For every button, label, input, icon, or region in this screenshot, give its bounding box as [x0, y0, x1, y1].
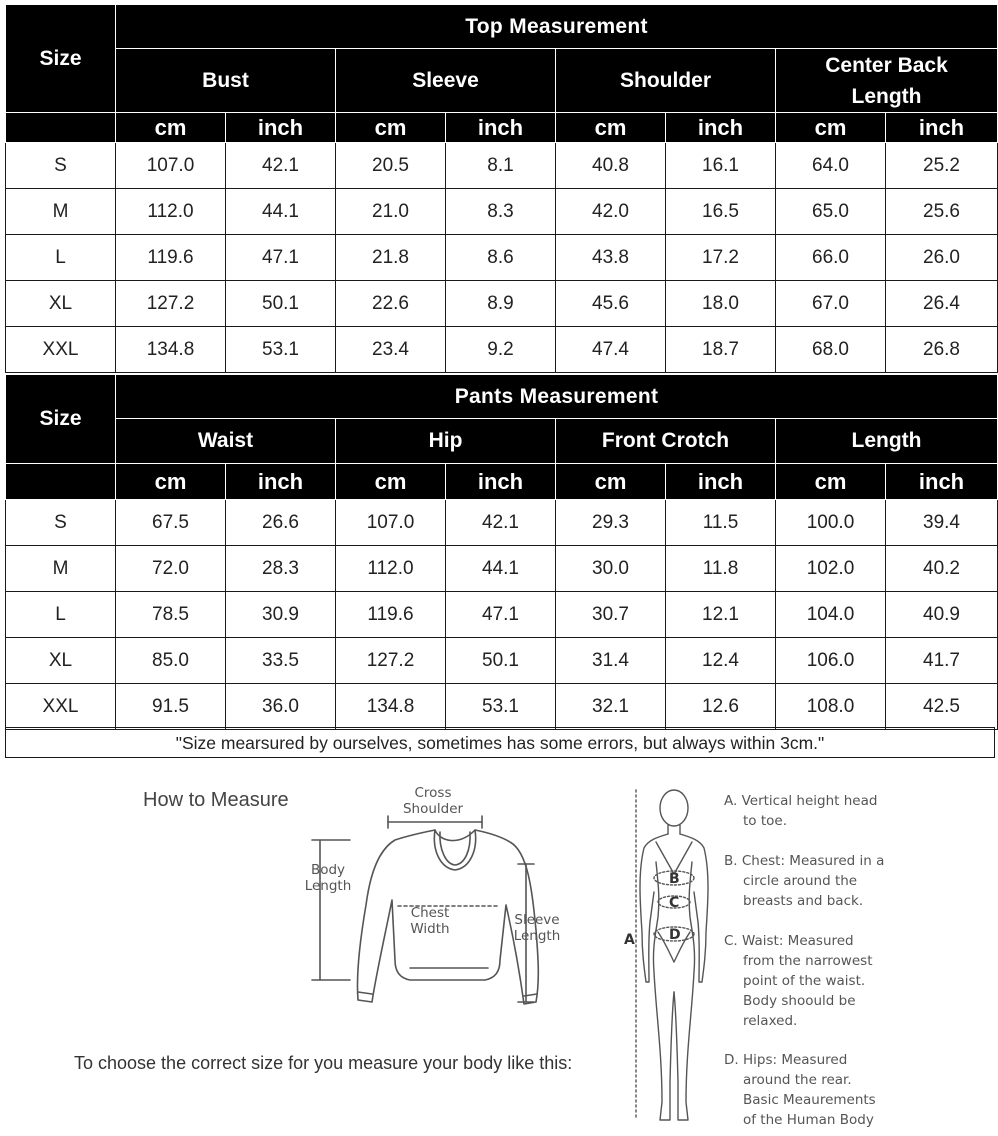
group-header-row	[6, 49, 998, 113]
marker-a: A	[624, 932, 635, 948]
value-cell: 26.8	[886, 327, 998, 373]
marker-b: B	[669, 871, 680, 887]
unit-header: cm	[116, 113, 226, 143]
value-cell: 108.0	[776, 684, 886, 730]
unit-header: inch	[226, 464, 336, 500]
group-header	[776, 49, 998, 113]
value-cell: 26.4	[886, 281, 998, 327]
value-cell: 112.0	[336, 546, 446, 592]
value-cell: 104.0	[776, 592, 886, 638]
unit-header: inch	[886, 464, 998, 500]
value-cell: 107.0	[116, 143, 226, 189]
value-cell: 45.6	[556, 281, 666, 327]
unit-header: cm	[336, 464, 446, 500]
value-cell: 21.0	[336, 189, 446, 235]
value-cell: 18.7	[666, 327, 776, 373]
table-row	[6, 684, 998, 730]
table-row	[6, 189, 998, 235]
value-cell: 26.6	[226, 500, 336, 546]
unit-header: cm	[336, 113, 446, 143]
unit-header: inch	[666, 113, 776, 143]
group-header-row	[6, 419, 998, 464]
value-cell: 23.4	[336, 327, 446, 373]
marker-d: D	[669, 927, 681, 943]
group-header	[556, 419, 776, 464]
value-cell: 12.6	[666, 684, 776, 730]
size-cell: XXL	[6, 684, 116, 730]
value-cell: 25.6	[886, 189, 998, 235]
group-header	[336, 419, 556, 464]
sleeve-length-label: Sleeve Length	[513, 912, 561, 944]
unit-header: inch	[666, 464, 776, 500]
choose-size-instruction: To choose the correct size for you measure your body like this:	[74, 1053, 573, 1073]
value-cell: 25.2	[886, 143, 998, 189]
table-row	[6, 281, 998, 327]
unit-header: cm	[776, 113, 886, 143]
group-header-line: Length	[851, 84, 922, 108]
value-cell: 119.6	[336, 592, 446, 638]
value-cell: 100.0	[776, 500, 886, 546]
unit-header: inch	[446, 113, 556, 143]
value-cell: 42.1	[446, 500, 556, 546]
value-cell: 67.0	[776, 281, 886, 327]
group-header-line: Center Back	[825, 53, 948, 77]
value-cell: 31.4	[556, 638, 666, 684]
value-cell: 8.9	[446, 281, 556, 327]
value-cell: 12.4	[666, 638, 776, 684]
value-cell: 16.1	[666, 143, 776, 189]
group-header-line: Waist	[197, 429, 254, 452]
value-cell: 33.5	[226, 638, 336, 684]
value-cell: 112.0	[116, 189, 226, 235]
marker-c: C	[669, 895, 680, 911]
value-cell: 20.5	[336, 143, 446, 189]
value-cell: 40.8	[556, 143, 666, 189]
value-cell: 119.6	[116, 235, 226, 281]
unit-header: inch	[226, 113, 336, 143]
value-cell: 40.2	[886, 546, 998, 592]
value-cell: 32.1	[556, 684, 666, 730]
value-cell: 85.0	[116, 638, 226, 684]
value-cell: 50.1	[226, 281, 336, 327]
table-row	[6, 143, 998, 189]
group-header-line: Sleeve	[412, 68, 479, 92]
group-header	[556, 49, 776, 113]
value-cell: 44.1	[226, 189, 336, 235]
value-cell: 36.0	[226, 684, 336, 730]
group-header-line: Length	[851, 429, 922, 452]
group-header-line: Bust	[202, 68, 249, 92]
top-measurement-table	[5, 4, 998, 373]
value-cell: 42.1	[226, 143, 336, 189]
group-header	[116, 419, 336, 464]
value-cell: 53.1	[446, 684, 556, 730]
table-title: Top Measurement	[116, 5, 998, 49]
pants-measurement-table	[5, 374, 998, 730]
cross-shoulder-label: Cross Shoulder	[402, 785, 464, 817]
size-cell: L	[6, 235, 116, 281]
value-cell: 66.0	[776, 235, 886, 281]
value-cell: 8.3	[446, 189, 556, 235]
value-cell: 39.4	[886, 500, 998, 546]
value-cell: 53.1	[226, 327, 336, 373]
value-cell: 102.0	[776, 546, 886, 592]
value-cell: 43.8	[556, 235, 666, 281]
size-cell: S	[6, 143, 116, 189]
size-cell: L	[6, 592, 116, 638]
value-cell: 30.9	[226, 592, 336, 638]
table-row	[6, 500, 998, 546]
note-b: B. Chest: Measured in a circle around the breasts and back.	[724, 853, 885, 909]
how-to-measure-title: How to Measure	[143, 789, 289, 811]
value-cell: 47.4	[556, 327, 666, 373]
value-cell: 64.0	[776, 143, 886, 189]
group-header-line: Hip	[428, 429, 463, 452]
value-cell: 134.8	[116, 327, 226, 373]
measurement-note: "Size mearsured by ourselves, sometimes has some errors, but always within 3cm."	[5, 727, 995, 758]
group-header	[116, 49, 336, 113]
unit-header: cm	[556, 113, 666, 143]
value-cell: 106.0	[776, 638, 886, 684]
value-cell: 107.0	[336, 500, 446, 546]
unit-row	[6, 113, 998, 143]
value-cell: 91.5	[116, 684, 226, 730]
value-cell: 11.5	[666, 500, 776, 546]
value-cell: 42.5	[886, 684, 998, 730]
value-cell: 28.3	[226, 546, 336, 592]
body-length-label: Body Length	[304, 862, 352, 894]
group-header	[776, 419, 998, 464]
value-cell: 17.2	[666, 235, 776, 281]
value-cell: 65.0	[776, 189, 886, 235]
size-cell: S	[6, 500, 116, 546]
value-cell: 127.2	[116, 281, 226, 327]
value-cell: 30.7	[556, 592, 666, 638]
note-c: C. Waist: Measured from the narrowest point of the waist. Body shoould be relaxed.	[724, 933, 873, 1029]
value-cell: 47.1	[446, 592, 556, 638]
value-cell: 44.1	[446, 546, 556, 592]
value-cell: 47.1	[226, 235, 336, 281]
value-cell: 18.0	[666, 281, 776, 327]
size-cell: XXL	[6, 327, 116, 373]
table-row	[6, 235, 998, 281]
unit-header: inch	[886, 113, 998, 143]
value-cell: 30.0	[556, 546, 666, 592]
unit-header: cm	[556, 464, 666, 500]
size-cell: M	[6, 189, 116, 235]
value-cell: 68.0	[776, 327, 886, 373]
unit-row	[6, 464, 998, 500]
value-cell: 16.5	[666, 189, 776, 235]
group-header-line: Front Crotch	[601, 429, 730, 452]
unit-header: cm	[116, 464, 226, 500]
value-cell: 8.6	[446, 235, 556, 281]
size-header-filler	[6, 113, 116, 143]
group-header-line: Shoulder	[619, 68, 711, 92]
size-cell: XL	[6, 638, 116, 684]
unit-header: inch	[446, 464, 556, 500]
value-cell: 67.5	[116, 500, 226, 546]
table-row	[6, 546, 998, 592]
value-cell: 8.1	[446, 143, 556, 189]
size-header: Size	[6, 5, 116, 113]
body-figure-diagram	[618, 782, 718, 1132]
title-row	[6, 375, 998, 419]
value-cell: 21.8	[336, 235, 446, 281]
value-cell: 50.1	[446, 638, 556, 684]
table-title: Pants Measurement	[116, 375, 998, 419]
value-cell: 12.1	[666, 592, 776, 638]
size-header-filler	[6, 464, 116, 500]
value-cell: 22.6	[336, 281, 446, 327]
value-cell: 9.2	[446, 327, 556, 373]
value-cell: 72.0	[116, 546, 226, 592]
chest-width-label: Chest Width	[410, 905, 450, 937]
value-cell: 42.0	[556, 189, 666, 235]
value-cell: 134.8	[336, 684, 446, 730]
table-row	[6, 638, 998, 684]
table-row	[6, 327, 998, 373]
size-cell: XL	[6, 281, 116, 327]
note-d: D. Hips: Measured around the rear. Basic Meaurements of the Human Body	[724, 1052, 876, 1128]
group-header	[336, 49, 556, 113]
value-cell: 78.5	[116, 592, 226, 638]
size-header: Size	[6, 375, 116, 464]
note-a: A. Vertical height head to toe.	[724, 793, 878, 829]
title-row	[6, 5, 998, 49]
value-cell: 26.0	[886, 235, 998, 281]
value-cell: 11.8	[666, 546, 776, 592]
value-cell: 41.7	[886, 638, 998, 684]
table-row	[6, 592, 998, 638]
value-cell: 40.9	[886, 592, 998, 638]
value-cell: 127.2	[336, 638, 446, 684]
unit-header: cm	[776, 464, 886, 500]
size-cell: M	[6, 546, 116, 592]
value-cell: 29.3	[556, 500, 666, 546]
